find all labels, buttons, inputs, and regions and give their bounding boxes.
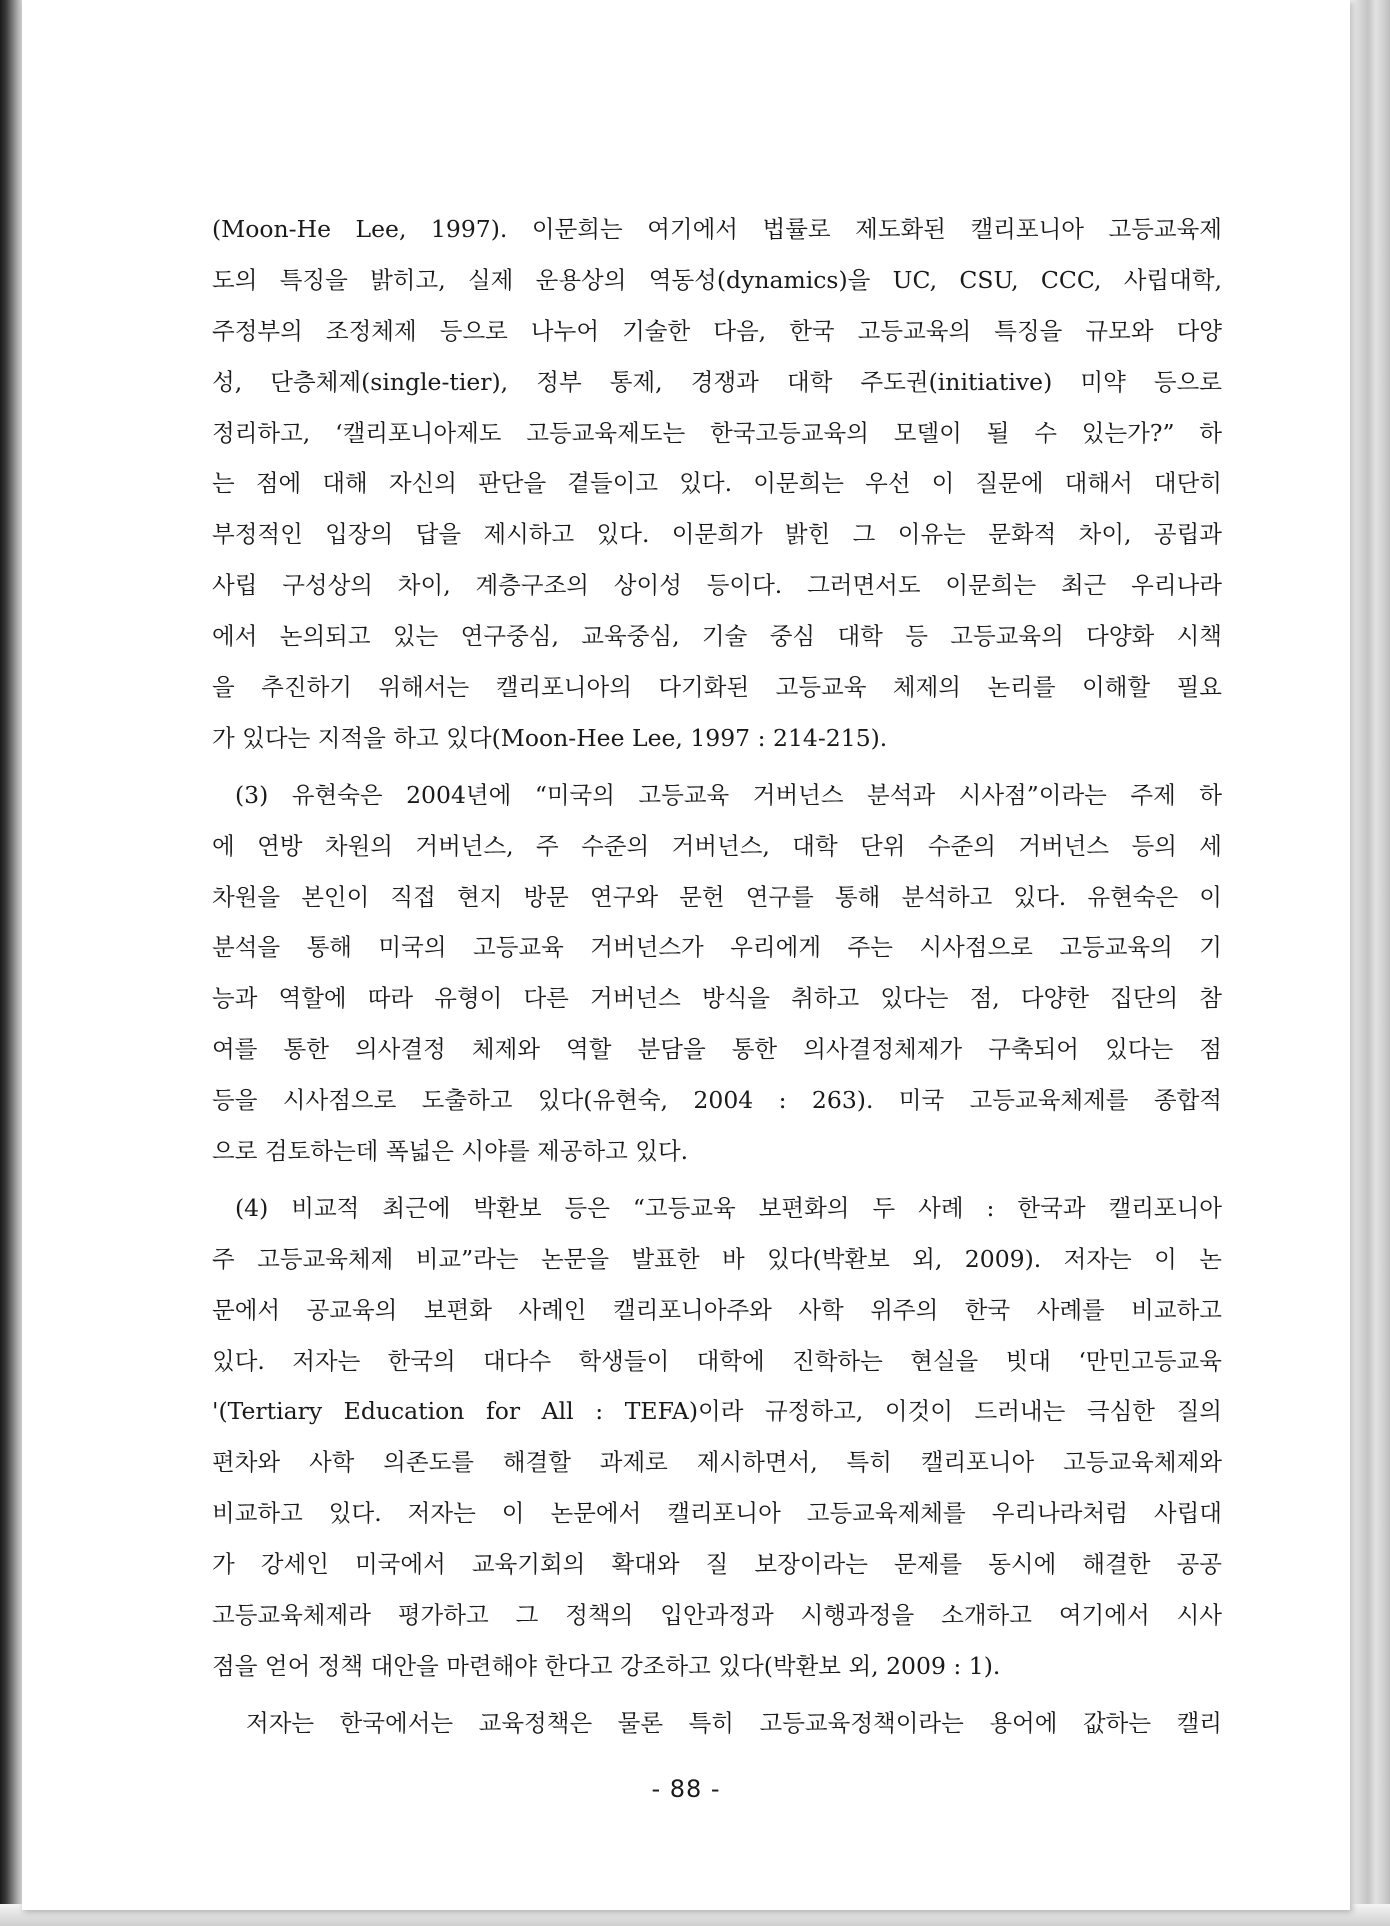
text-line: 고등교육체제라 평가하고 그 정책의 입안과정과 시행과정을 소개하고 여기에서 시사 [212,1601,1222,1630]
text-line: 도의 특징을 밝히고, 실제 운용상의 역동성(dynamics)을 UC, CSU, CCC, 사립대학, [212,265,1222,294]
text-line: 을 추진하기 위해서는 캘리포니아의 다기화된 고등교육 체제의 논리를 이해할 필요 [212,673,1222,702]
text-line: 는 점에 대해 자신의 판단을 곁들이고 있다. 이문희는 우선 이 질문에 대해서 대단히 [212,469,1222,498]
text-line: (Moon-He Lee, 1997). 이문희는 여기에서 법률로 제도화된 캘리포니아 고등교육제 [212,215,1222,243]
text-line: 부정적인 입장의 답을 제시하고 있다. 이문희가 밝힌 그 이유는 문화적 차이, 공립과 [212,520,1222,549]
text-line: 가 강세인 미국에서 교육기회의 확대와 질 보장이라는 문제를 동시에 해결한 공공 [212,1550,1222,1579]
text-line: 주정부의 조정체제 등으로 나누어 기술한 다음, 한국 고등교육의 특징을 규모와 다양 [212,316,1222,345]
text-line: 등을 시사점으로 도출하고 있다(유현숙, 2004 : 263). 미국 고등교육체제를 종합적 [212,1086,1222,1115]
text-line: 성, 단층체제(single-tier), 정부 통제, 경쟁과 대학 주도권(initiative) 미약 등으로 [212,367,1222,396]
text-line: 저자는 한국에서는 교육정책은 물론 특히 고등교육정책이라는 용어에 값하는 캘리 [246,1708,1222,1737]
text-line: 가 있다는 지적을 하고 있다(Moon-Hee Lee, 1997 : 214-215). [212,723,888,752]
text-line: '(Tertiary Education for All : TEFA)이라 규정하고, 이것이 드러내는 극심한 질의 [212,1397,1222,1426]
page-number: - 88 - [651,1775,721,1803]
text-line: 정리하고, ‘캘리포니아제도 고등교육제도는 한국고등교육의 모델이 될 수 있는가?” 하 [212,418,1222,447]
text-line: 있다. 저자는 한국의 대다수 학생들이 대학에 진학하는 현실을 빗대 ‘만민고등교육 [212,1346,1222,1375]
text-line: 사립 구성상의 차이, 계층구조의 상이성 등이다. 그러면서도 이문희는 최근 우리나라 [212,571,1222,600]
text-line: (4) 비교적 최근에 박환보 등은 “고등교육 보편화의 두 사례 : 한국과 캘리포니아 [235,1193,1222,1222]
page-stack-edge [1350,0,1390,1926]
text-line: 여를 통한 의사결정 체제와 역할 분담을 통한 의사결정체제가 구축되어 있다는 점 [212,1035,1222,1064]
text-line: 에서 논의되고 있는 연구중심, 교육중심, 기술 중심 대학 등 고등교육의 다양화 시책 [212,622,1222,651]
text-line: 차원을 본인이 직접 현지 방문 연구와 문헌 연구를 통해 분석하고 있다. 유현숙은 이 [212,882,1222,911]
text-line: 주 고등교육체제 비교”라는 논문을 발표한 바 있다(박환보 외, 2009). 저자는 이 논 [212,1244,1222,1273]
text-line: 점을 얻어 정책 대안을 마련해야 한다고 강조하고 있다(박환보 외, 2009 : 1). [212,1651,1001,1680]
text-line: 문에서 공교육의 보편화 사례인 캘리포니아주와 사학 위주의 한국 사례를 비교하고 [212,1295,1222,1324]
body-text [212,204,1222,1749]
text-line: 에 연방 차원의 거버넌스, 주 수준의 거버넌스, 대학 단위 수준의 거버넌스 등의 세 [212,831,1222,860]
document-page [22,0,1350,1910]
text-line: 비교하고 있다. 저자는 이 논문에서 캘리포니아 고등교육제체를 우리나라처럼 사립대 [212,1499,1222,1528]
text-line: 으로 검토하는데 폭넓은 시야를 제공하고 있다. [212,1137,689,1166]
text-line: 분석을 통해 미국의 고등교육 거버넌스가 우리에게 주는 시사점으로 고등교육의 기 [212,933,1222,962]
text-line: 능과 역할에 따라 유형이 다른 거버넌스 방식을 취하고 있다는 점, 다양한 집단의 참 [212,984,1222,1013]
text-line: (3) 유현숙은 2004년에 “미국의 고등교육 거버넌스 분석과 시사점”이라는 주제 하 [235,780,1222,809]
text-line: 편차와 사학 의존도를 해결할 과제로 제시하면서, 특히 캘리포니아 고등교육체제와 [212,1448,1222,1477]
